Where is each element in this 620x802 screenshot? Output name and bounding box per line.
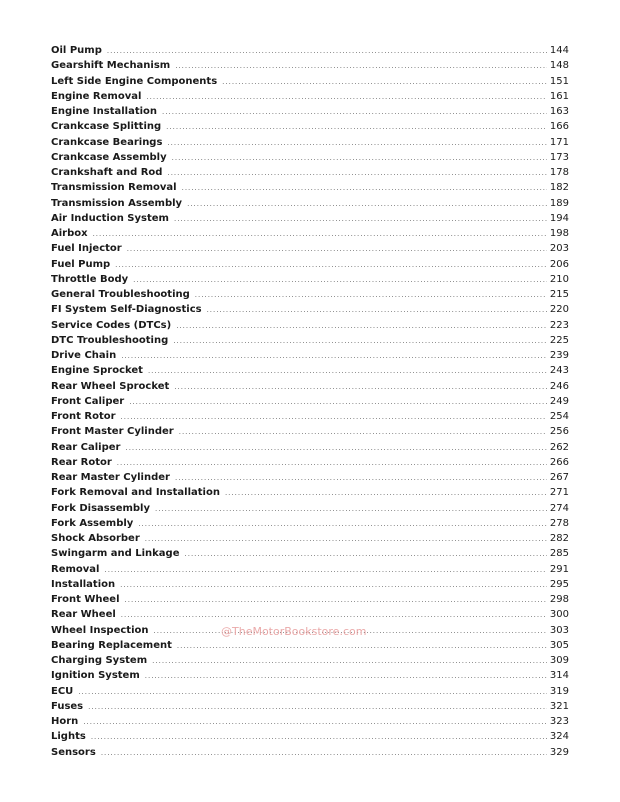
toc-dot-leader bbox=[146, 90, 547, 105]
toc-entry[interactable] bbox=[51, 546, 569, 561]
toc-entry-page-number: 148 bbox=[549, 60, 569, 72]
toc-entry-page-number: 198 bbox=[549, 228, 569, 239]
toc-entry-page-number: 243 bbox=[549, 365, 569, 377]
toc-dot-leader bbox=[121, 349, 547, 364]
toc-dot-leader bbox=[125, 441, 546, 456]
toc-entry-page-number: 163 bbox=[549, 106, 569, 117]
toc-entry-title: Swingarm and Linkage bbox=[51, 548, 180, 560]
toc-entry-title: Engine Installation bbox=[51, 106, 158, 117]
toc-entry-title: Rear Wheel bbox=[51, 609, 116, 621]
toc-entry-page-number: 300 bbox=[549, 609, 569, 621]
toc-entry-title: Front Wheel bbox=[51, 594, 120, 605]
toc-entry[interactable] bbox=[51, 577, 569, 592]
toc-entry[interactable] bbox=[51, 668, 569, 683]
toc-entry-title: Gearshift Mechanism bbox=[51, 60, 171, 72]
toc-entry-page-number: 305 bbox=[549, 639, 569, 651]
watermark-text: @TheMotorBookstore.com bbox=[221, 625, 367, 638]
toc-entry-page-number: 285 bbox=[549, 548, 569, 560]
toc-entry-page-number: 144 bbox=[549, 45, 569, 56]
toc-dot-leader bbox=[88, 700, 547, 715]
toc-entry[interactable] bbox=[51, 58, 569, 73]
toc-entry-title: Airbox bbox=[51, 228, 88, 239]
toc-entry-title: Installation bbox=[51, 578, 116, 590]
toc-entry-page-number: 249 bbox=[549, 395, 569, 407]
toc-entry-title: ECU bbox=[51, 685, 74, 697]
toc-entry[interactable] bbox=[51, 592, 569, 607]
toc-entry-title: Lights bbox=[51, 731, 86, 743]
toc-entry[interactable] bbox=[51, 363, 569, 378]
toc-entry-title: Crankshaft and Rod bbox=[51, 167, 163, 178]
toc-entry-page-number: 254 bbox=[549, 411, 569, 422]
toc-entry-title: Front Caliper bbox=[51, 395, 125, 407]
toc-dot-leader bbox=[138, 517, 547, 532]
toc-entry-title: Fork Assembly bbox=[51, 517, 134, 529]
toc-entry-page-number: 303 bbox=[549, 624, 569, 636]
toc-entry-page-number: 203 bbox=[549, 243, 569, 255]
toc-entry[interactable] bbox=[51, 165, 569, 180]
toc-entry-page-number: 182 bbox=[549, 182, 569, 194]
toc-entry-page-number: 256 bbox=[549, 426, 569, 438]
toc-dot-leader bbox=[195, 288, 547, 303]
toc-entry[interactable] bbox=[51, 379, 569, 394]
toc-dot-leader bbox=[127, 242, 547, 257]
toc-entry-title: Oil Pump bbox=[51, 45, 102, 56]
table-of-contents bbox=[51, 43, 569, 760]
toc-entry-title: Rear Rotor bbox=[51, 456, 112, 468]
toc-entry-title: Crankcase Bearings bbox=[51, 136, 163, 148]
toc-dot-leader bbox=[174, 380, 547, 395]
toc-entry-title: Throttle Body bbox=[51, 273, 129, 285]
toc-entry-page-number: 295 bbox=[549, 578, 569, 590]
toc-dot-leader bbox=[91, 730, 547, 745]
toc-dot-leader bbox=[174, 212, 547, 227]
toc-dot-leader bbox=[104, 563, 546, 578]
toc-dot-leader bbox=[166, 120, 547, 135]
toc-dot-leader bbox=[129, 395, 547, 410]
toc-entry[interactable] bbox=[51, 729, 569, 744]
toc-dot-leader bbox=[93, 227, 547, 242]
toc-entry-page-number: 282 bbox=[549, 533, 569, 544]
toc-dot-leader bbox=[167, 136, 546, 151]
toc-dot-leader bbox=[179, 425, 547, 440]
toc-dot-leader bbox=[175, 59, 547, 74]
toc-entry-page-number: 246 bbox=[549, 380, 569, 392]
toc-entry-page-number: 166 bbox=[549, 121, 569, 133]
toc-dot-leader bbox=[207, 303, 547, 318]
toc-entry[interactable] bbox=[51, 241, 569, 256]
toc-entry-page-number: 173 bbox=[549, 151, 569, 163]
toc-entry-title: Fuses bbox=[51, 700, 84, 712]
toc-entry-title: FI System Self-Diagnostics bbox=[51, 304, 202, 316]
toc-entry-page-number: 314 bbox=[549, 670, 569, 682]
toc-entry[interactable] bbox=[51, 348, 569, 363]
toc-entry-page-number: 298 bbox=[549, 594, 569, 605]
toc-entry-title: Crankcase Splitting bbox=[51, 121, 162, 133]
toc-entry[interactable] bbox=[51, 211, 569, 226]
toc-entry[interactable] bbox=[51, 516, 569, 531]
toc-entry-title: Transmission Removal bbox=[51, 182, 177, 194]
toc-entry[interactable] bbox=[51, 43, 569, 58]
toc-entry-title: Removal bbox=[51, 563, 100, 575]
toc-entry[interactable] bbox=[51, 684, 569, 699]
toc-entry-title: Engine Sprocket bbox=[51, 365, 143, 377]
toc-dot-leader bbox=[145, 532, 547, 547]
toc-entry-page-number: 215 bbox=[549, 289, 569, 300]
toc-entry-page-number: 278 bbox=[549, 517, 569, 529]
toc-entry-title: Rear Master Cylinder bbox=[51, 472, 170, 483]
toc-entry-page-number: 323 bbox=[549, 716, 569, 727]
toc-dot-leader bbox=[187, 197, 547, 212]
toc-dot-leader bbox=[121, 608, 547, 623]
toc-entry-title: Fork Removal and Installation bbox=[51, 487, 220, 499]
toc-entry-page-number: 319 bbox=[549, 685, 569, 697]
toc-entry[interactable] bbox=[51, 119, 569, 134]
toc-entry[interactable] bbox=[51, 104, 569, 119]
toc-dot-leader bbox=[83, 715, 547, 730]
toc-entry-title: Drive Chain bbox=[51, 350, 117, 361]
toc-entry[interactable] bbox=[51, 455, 569, 470]
toc-entry-page-number: 271 bbox=[549, 487, 569, 499]
toc-dot-leader bbox=[177, 639, 547, 654]
toc-entry-page-number: 206 bbox=[549, 258, 569, 270]
toc-entry[interactable] bbox=[51, 150, 569, 165]
toc-entry-page-number: 291 bbox=[549, 563, 569, 575]
toc-entry-page-number: 274 bbox=[549, 502, 569, 514]
toc-entry[interactable] bbox=[51, 333, 569, 348]
toc-entry-title: Ignition System bbox=[51, 670, 140, 682]
toc-entry-title: Service Codes (DTCs) bbox=[51, 319, 172, 331]
toc-entry[interactable] bbox=[51, 257, 569, 272]
toc-entry-page-number: 220 bbox=[549, 304, 569, 316]
toc-entry-title: Rear Caliper bbox=[51, 441, 121, 453]
toc-entry[interactable] bbox=[51, 424, 569, 439]
toc-entry[interactable] bbox=[51, 74, 569, 89]
toc-entry[interactable] bbox=[51, 318, 569, 333]
toc-dot-leader bbox=[162, 105, 547, 120]
toc-dot-leader bbox=[172, 151, 547, 166]
toc-entry-page-number: 171 bbox=[549, 136, 569, 148]
toc-entry-page-number: 309 bbox=[549, 655, 569, 666]
toc-dot-leader bbox=[101, 746, 547, 761]
toc-entry[interactable] bbox=[51, 394, 569, 409]
toc-entry-title: Rear Wheel Sprocket bbox=[51, 380, 170, 392]
toc-entry-title: Engine Removal bbox=[51, 90, 142, 102]
toc-dot-leader bbox=[125, 593, 547, 608]
toc-entry-page-number: 178 bbox=[549, 167, 569, 178]
toc-dot-leader bbox=[145, 669, 547, 684]
toc-entry-title: Air Induction System bbox=[51, 212, 169, 224]
toc-entry[interactable] bbox=[51, 485, 569, 500]
toc-dot-leader bbox=[167, 166, 546, 181]
toc-entry[interactable] bbox=[51, 653, 569, 668]
toc-entry-title: Charging System bbox=[51, 655, 148, 666]
toc-dot-leader bbox=[148, 364, 547, 379]
toc-entry-page-number: 161 bbox=[549, 90, 569, 102]
toc-dot-leader bbox=[117, 456, 547, 471]
toc-entry-title: Fuel Pump bbox=[51, 258, 111, 270]
toc-entry-page-number: 329 bbox=[549, 746, 569, 758]
toc-entry[interactable] bbox=[51, 287, 569, 302]
toc-dot-leader bbox=[152, 654, 547, 669]
toc-entry-title: Shock Absorber bbox=[51, 533, 140, 544]
toc-entry[interactable] bbox=[51, 714, 569, 729]
toc-entry[interactable] bbox=[51, 440, 569, 455]
toc-entry-page-number: 210 bbox=[549, 273, 569, 285]
toc-entry-page-number: 321 bbox=[549, 700, 569, 712]
toc-entry-title: DTC Troubleshooting bbox=[51, 334, 169, 346]
toc-entry-title: Transmission Assembly bbox=[51, 197, 183, 209]
toc-entry-page-number: 223 bbox=[549, 319, 569, 331]
toc-entry[interactable] bbox=[51, 699, 569, 714]
toc-entry[interactable] bbox=[51, 135, 569, 150]
toc-entry[interactable] bbox=[51, 745, 569, 760]
toc-entry[interactable] bbox=[51, 272, 569, 287]
toc-entry[interactable] bbox=[51, 638, 569, 653]
toc-entry[interactable] bbox=[51, 89, 569, 104]
toc-entry[interactable] bbox=[51, 531, 569, 546]
toc-dot-leader bbox=[222, 75, 547, 90]
toc-dot-leader bbox=[155, 502, 547, 517]
toc-entry-page-number: 151 bbox=[549, 75, 569, 87]
toc-entry[interactable] bbox=[51, 562, 569, 577]
toc-entry[interactable] bbox=[51, 470, 569, 485]
toc-entry[interactable] bbox=[51, 226, 569, 241]
toc-entry-title: Fuel Injector bbox=[51, 243, 122, 255]
toc-entry-title: Wheel Inspection bbox=[51, 624, 149, 636]
toc-entry-title: Horn bbox=[51, 716, 79, 727]
toc-dot-leader bbox=[185, 547, 547, 562]
toc-entry-title: Crankcase Assembly bbox=[51, 151, 167, 163]
toc-entry-page-number: 239 bbox=[549, 350, 569, 361]
toc-entry-title: Front Rotor bbox=[51, 411, 116, 422]
toc-entry-title: Left Side Engine Components bbox=[51, 75, 218, 87]
toc-entry-page-number: 267 bbox=[549, 472, 569, 483]
toc-entry-page-number: 194 bbox=[549, 212, 569, 224]
toc-dot-leader bbox=[225, 486, 547, 501]
toc-entry-page-number: 225 bbox=[549, 334, 569, 346]
toc-dot-leader bbox=[176, 319, 547, 334]
toc-entry-page-number: 266 bbox=[549, 456, 569, 468]
toc-dot-leader bbox=[133, 273, 547, 288]
toc-entry[interactable] bbox=[51, 409, 569, 424]
toc-entry[interactable] bbox=[51, 302, 569, 317]
toc-dot-leader bbox=[175, 471, 547, 486]
toc-entry-title: Front Master Cylinder bbox=[51, 426, 174, 438]
toc-dot-leader bbox=[182, 181, 547, 196]
toc-entry-title: Bearing Replacement bbox=[51, 639, 172, 651]
toc-dot-leader bbox=[107, 44, 547, 59]
toc-entry[interactable] bbox=[51, 180, 569, 195]
toc-entry-title: Fork Disassembly bbox=[51, 502, 150, 514]
toc-entry[interactable] bbox=[51, 607, 569, 622]
toc-entry-title: General Troubleshooting bbox=[51, 289, 190, 300]
toc-entry-page-number: 324 bbox=[549, 731, 569, 743]
toc-dot-leader bbox=[173, 334, 547, 349]
toc-dot-leader bbox=[121, 410, 547, 425]
toc-entry-title: Sensors bbox=[51, 746, 96, 758]
toc-entry-page-number: 262 bbox=[549, 441, 569, 453]
toc-dot-leader bbox=[78, 685, 547, 700]
toc-entry-page-number: 189 bbox=[549, 197, 569, 209]
toc-entry[interactable] bbox=[51, 501, 569, 516]
toc-dot-leader bbox=[120, 578, 547, 593]
toc-dot-leader bbox=[115, 258, 547, 273]
toc-entry[interactable] bbox=[51, 196, 569, 211]
